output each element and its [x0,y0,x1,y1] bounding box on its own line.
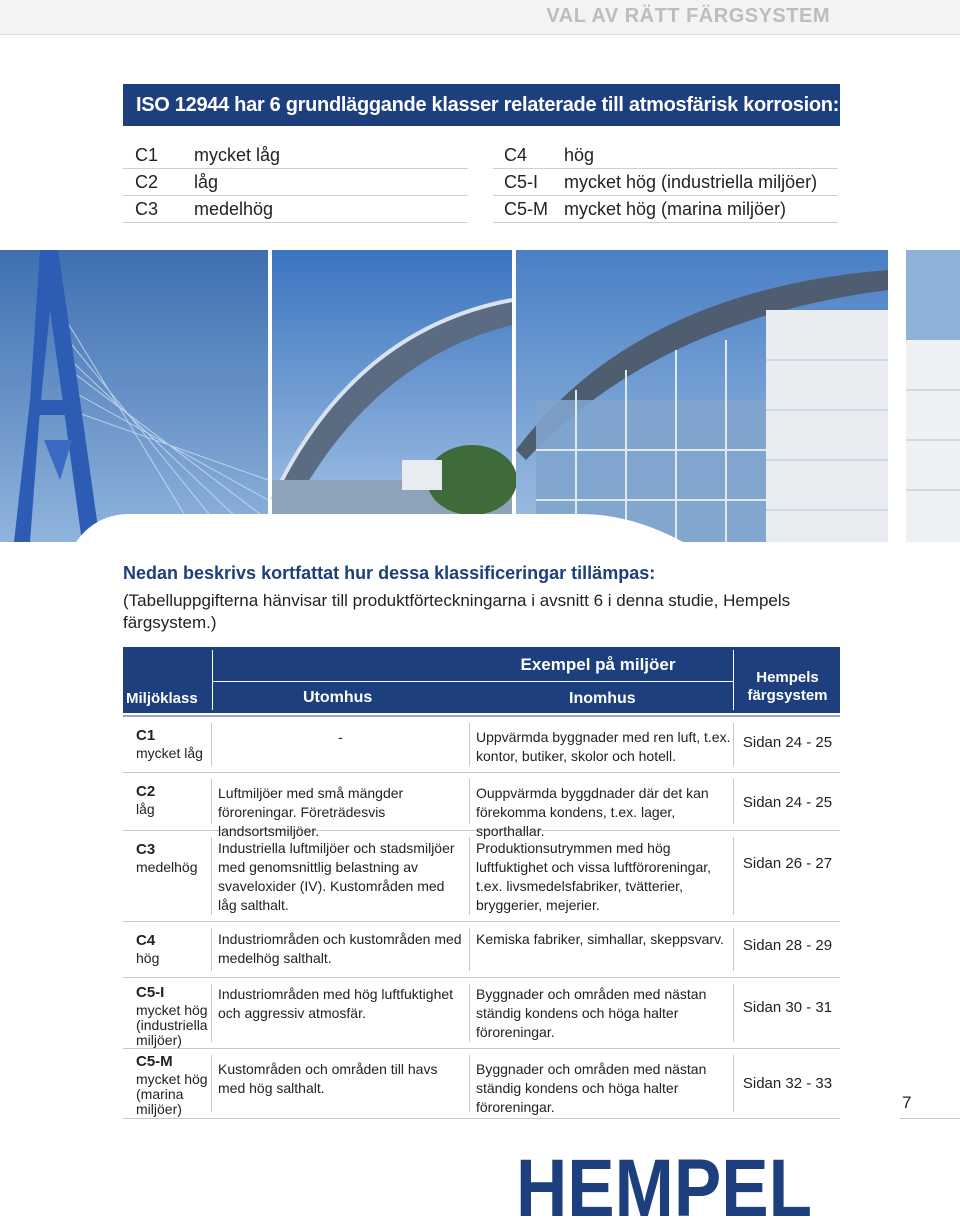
row-class [136,728,208,761]
class-code: C1 [135,145,159,165]
row-level: mycket låg [136,745,203,761]
row-system-page: Sidan 24 - 25 [742,794,833,811]
logo-text: HEMPEL [516,1143,812,1218]
row-system-page: Sidan 26 - 27 [742,855,833,872]
class-desc: medelhög [194,199,274,219]
class-code: C5-I [504,172,539,192]
row-divider [469,723,470,766]
row-code: C1 [136,727,156,744]
row-divider [733,984,734,1042]
row-indoor: Byggnader och områden med nästan ständig kondens och höga halter föroreningar. [476,986,707,1040]
header-outdoor: Utomhus [303,689,373,706]
intro-text [123,563,843,634]
row-divider [211,984,212,1042]
class-desc: mycket hög (industriella miljöer) [564,172,818,192]
intro-note: (Tabelluppgifterna hänvisar till produktförteckningarna i avsnitt 6 i denna studie, Hempels färgsystem.) [123,591,791,632]
facade-photo [906,250,960,542]
row-system-page: Sidan 32 - 33 [742,1075,833,1092]
class-code: C5-M [504,199,548,219]
row-indoor: Produktionsutrymmen med hög luftfuktighet och vissa luftföroreningar, t.ex. livsmedelsfabriker, tvätterier, bryggerier, mejerier. [476,840,712,913]
row-code: C5-M [136,1053,173,1070]
row-class [136,985,208,1048]
class-row [493,142,838,169]
header-divider [212,650,213,710]
row-divider [733,837,734,915]
row-system-page: Sidan 24 - 25 [742,734,833,751]
row-outdoor: Kustområden och områden till havs med hög salthalt. [218,1061,438,1096]
class-row [123,169,468,196]
row-level: låg [136,801,155,817]
class-row [123,142,468,169]
row-code: C4 [136,932,156,949]
row-indoor: Ouppvärmda byggdnader där det kan förekomma kondens, t.ex. lager, sporthallar. [476,785,709,839]
row-level: mycket hög (industriella miljöer) [136,1002,208,1048]
row-indoor: Byggnader och områden med nästan ständig kondens och höga halter föroreningar. [476,1061,707,1115]
row-divider [469,928,470,971]
class-row [493,196,838,223]
class-desc: låg [194,172,219,192]
row-class [136,933,208,966]
class-code: C2 [135,172,159,192]
hempel-logo [516,1143,812,1218]
row-indoor: Uppvärmda byggnader med ren luft, t.ex. kontor, butiker, skolor och hotell. [476,729,731,764]
row-divider [733,1055,734,1112]
class-row [123,196,468,223]
page-header [0,0,960,35]
row-code: C5-I [136,984,165,1001]
class-desc: mycket låg [194,145,281,165]
bridge-photo [0,250,268,542]
row-divider [733,779,734,824]
class-desc: hög [564,145,595,165]
row-level: hög [136,950,160,966]
header-class: Miljöklass [126,690,198,707]
row-system-page: Sidan 30 - 31 [742,999,833,1016]
page-number: 7 [902,1093,912,1112]
table-row [123,831,840,922]
row-divider [211,1055,212,1112]
class-list-right [493,142,838,223]
row-divider [469,837,470,915]
header-system: Hempels färgsystem [747,669,828,704]
row-divider [469,984,470,1042]
arena-photo [272,250,512,542]
row-outdoor: Industriområden och kustområden med medelhög salthalt. [218,931,462,966]
row-divider [211,928,212,971]
header-divider [733,650,734,710]
row-divider [733,928,734,971]
row-class [136,842,208,875]
row-divider [211,837,212,915]
row-divider [469,779,470,824]
row-class [136,1054,208,1117]
iso-title-bar: ISO 12944 har 6 grundläggande klasser relaterade till atmosfärisk korrosion: [123,84,840,126]
row-outdoor: Industriella luftmiljöer och stadsmiljöer med genomsnittlig belastning av svaveloxider (IV). Kustområden med låg salthalt. [218,840,455,913]
row-divider [469,1055,470,1112]
table-row [123,978,840,1049]
row-outdoor: Luftmiljöer med små mängder föroreningar. Företrädesvis landsortsmiljöer. [218,785,404,839]
class-code: C4 [504,145,528,165]
row-class [136,784,208,817]
header-indoor: Inomhus [569,690,636,707]
row-level: medelhög [136,859,198,875]
header-divider [212,681,733,682]
class-row [493,169,838,196]
table-row [123,773,840,839]
table-header [123,647,840,713]
class-code: C3 [135,199,159,219]
row-divider [733,723,734,766]
row-level: mycket hög (marina miljöer) [136,1071,208,1117]
row-divider [211,723,212,766]
table-row [123,922,840,978]
class-list-left [123,142,468,223]
photo-overlay-curve [0,512,960,552]
header-examples: Exempel på miljöer [520,655,676,674]
section-title: VAL AV RÄTT FÄRGSYSTEM [546,5,830,27]
row-divider [211,779,212,824]
page-number-rule [900,1118,960,1119]
row-system-page: Sidan 28 - 29 [742,937,833,954]
row-outdoor: Industriområden med hög luftfuktighet och aggressiv atmosfär. [218,986,454,1021]
row-indoor: Kemiska fabriker, simhallar, skeppsvarv. [476,931,724,947]
class-desc: mycket hög (marina miljöer) [564,199,787,219]
building-photo [516,250,888,542]
table-row [123,717,840,773]
intro-heading: Nedan beskrivs kortfattat hur dessa klassificeringar tillämpas: [123,563,656,583]
table-row [123,1049,840,1119]
row-outdoor: - [338,729,343,745]
row-code: C3 [136,841,156,858]
row-code: C2 [136,783,156,800]
